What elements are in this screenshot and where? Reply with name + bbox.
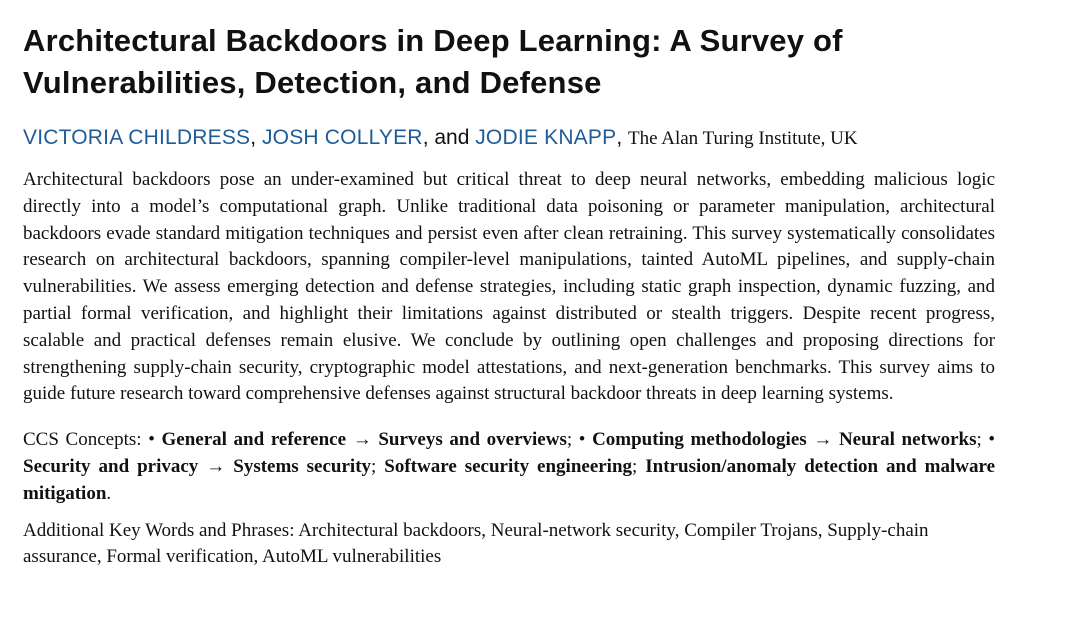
author-name: VICTORIA CHILDRESS	[23, 126, 251, 149]
abstract: Architectural backdoors pose an under-examined but critical threat to deep neural networks, embedding malicious logic directly into a model’s computational graph. Unlike traditional data poisoning or parameter manipulation, architectural backdoors evade standard mitigation techniques and persist even after clean retraining. This survey systematically consolidates research on architectural backdoors, spanning compiler-level manipulations, tainted AutoML pipelines, and supply-chain vulnerabilities. We assess emerging detection and defense strategies, including static graph inspection, dynamic fuzzing, and partial formal verification, and highlight their limitations against distributed or stealth triggers. Despite recent progress, scalable and practical defenses remain elusive. We conclude by outlining open challenges and proposing directions for strengthening supply-chain security, cryptographic model attestations, and next-generation benchmarks. This survey aims to guide future research toward comprehensive defenses against structural backdoor threats in deep learning systems.	[23, 169, 995, 405]
ccs-parent: Computing methodologies	[592, 429, 807, 451]
ccs-child: Surveys and overviews	[378, 429, 567, 451]
author-separator: ,	[616, 126, 628, 149]
author-name: JODIE KNAPP	[475, 126, 617, 149]
ccs-child: Systems security	[233, 455, 372, 477]
ccs-child: Neural networks	[838, 429, 977, 451]
keywords	[23, 518, 995, 572]
paper-page	[23, 20, 995, 571]
ccs-bullet: •	[578, 429, 586, 451]
author-line	[23, 124, 995, 153]
ccs-arrow: →	[813, 429, 833, 451]
ccs-arrow: →	[352, 429, 372, 451]
author-name: JOSH COLLYER	[261, 126, 423, 149]
ccs-concepts: CCS Concepts: • General and reference → Surveys and overviews; • Computing methodologies → Neural networks; • Security and privacy → Systems security; Software security engineering; Intrusion/anomaly detection and malware mitigation.	[23, 429, 996, 504]
author-separator: ,	[250, 126, 262, 149]
author-separator: , and	[422, 126, 476, 149]
paper-title: Architectural Backdoors in Deep Learning: A Survey of Vulnerabilities, Detection, and Defense	[23, 23, 843, 100]
ccs-bullet: •	[988, 429, 996, 451]
ccs-bullet: •	[148, 429, 155, 451]
ccs-child: Software security engineering	[384, 455, 633, 477]
ccs-label: CCS Concepts:	[23, 429, 142, 451]
keywords-text: Architectural backdoors, Neural-network security, Compiler Trojans, Supply-chain assurance, Formal verification, AutoML vulnerabilities	[23, 519, 929, 568]
affiliation: The Alan Turing Institute, UK	[627, 128, 858, 149]
keywords-label: Additional Key Words and Phrases:	[23, 519, 295, 541]
ccs-arrow: →	[206, 455, 226, 477]
ccs-parent: Security and privacy	[23, 455, 199, 477]
ccs-child: Intrusion/anomaly detection and malware mitigation	[23, 455, 996, 504]
ccs-parent: General and reference	[161, 429, 347, 451]
